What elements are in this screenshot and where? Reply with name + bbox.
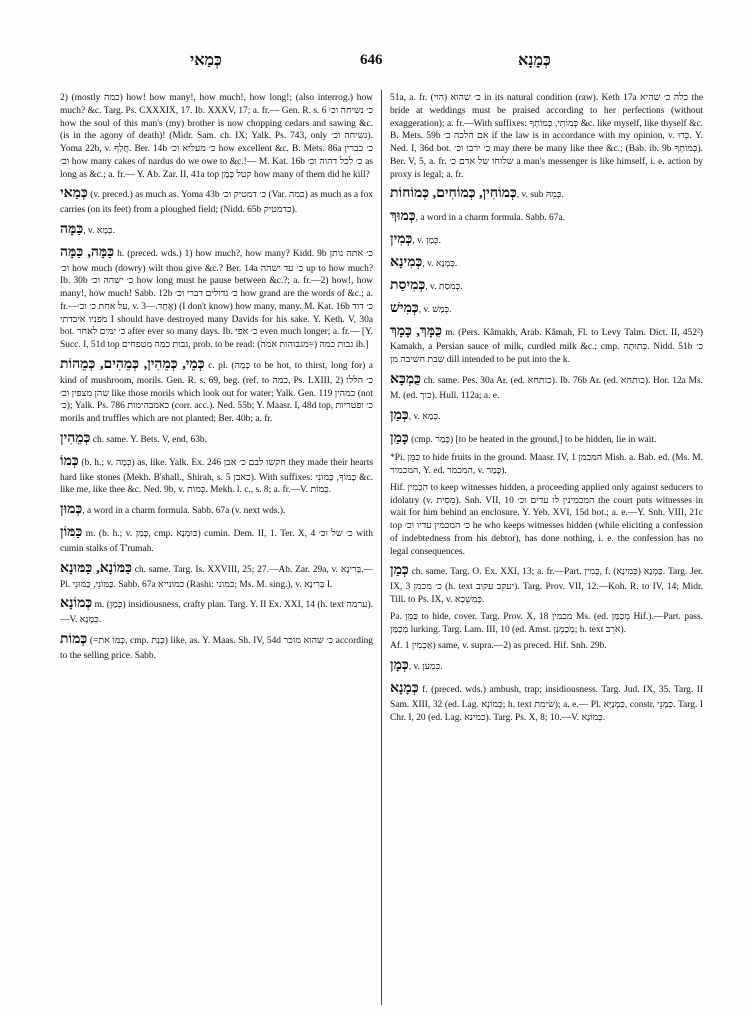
entry-text: (cmp. כְּמַר) [to be heated in the ground,] to be hidden, lie in wait. (411, 434, 657, 445)
entry-text: 2) (mostly כמה) how! how many!, how much!, how long!; (also interrog.) how much? &c. Targ. Ps. CXXXIX, 17. Ib. XXXV, 17; a. fr.— Gen. R. s. 6 כ׳ נשיחה וכ׳ how the soul of this man's (my) brother is now chopping cedars and sawing &c. (is in the agony of death)! (Midr. Sam. ch. IX; Yalk. Ps. 743, only נשיחה וכ׳). Yoma 22b, v. חֲלַף. Ber. 14b כ׳ מעליא וכ׳ how excellent &c. B. Mets. 86a כ׳ כברין וכ׳ how many cakes of nardus do we owe to &c.!— M. Kat. 16b כ׳ לכל דהוה וכ׳ as long as &c.; a. fr.— Y. Ab. Zar. II, 41a top קטל כְּמָן how many of them did he kill? (60, 93, 373, 180)
dictionary-entry (60, 631, 373, 663)
dictionary-entry (390, 254, 703, 273)
entry-text: ch. same. Y. Bets. V, end, 63b. (92, 434, 208, 445)
dictionary-entry (390, 208, 703, 227)
dictionary-entry (390, 371, 703, 403)
column-divider (381, 90, 382, 1005)
entry-headword: כְּמוּן (60, 502, 83, 518)
entry-text: , a word in a charm formula. Sabb. 67a (v. next wds.). (82, 506, 286, 517)
left-column (60, 92, 373, 1002)
entry-headword: כְּמִין (390, 232, 413, 248)
dictionary-entry (60, 185, 373, 217)
entry-text: , v. כִּמְעֹן. (408, 662, 443, 673)
entry-text: , v. כְּמָא. (408, 411, 441, 422)
entry-headword: כְּמוֹ (60, 453, 79, 469)
entry-headword: כְּמוֹנָא (60, 596, 93, 612)
left-running-headword: כְּמַאי (190, 52, 222, 69)
dictionary-entry (60, 524, 373, 556)
entry-headword: כַּמָּה, כַּמָּה (60, 244, 115, 260)
page-header (0, 52, 750, 76)
entry-headword: כְּמוּךְ (390, 209, 416, 225)
dictionary-entry (60, 430, 373, 449)
entry-headword: כַּמּוֹנָא, כַּמּוּנָא (60, 560, 132, 576)
dictionary-entry (60, 356, 373, 426)
dictionary-entry (60, 595, 373, 627)
entry-text: m. (b. h.; v. כָּמַן, cmp. כּוּמְנָא) cumin. Dem. II, 1. Ter. X, 4 כ׳ של וכ׳ with cumin stalks of T'rumah. (60, 528, 373, 554)
entry-text: (v. preced.) as much as. Yoma 43b כ׳ דמטיק וכ׳ (Var. כמה) as much as a fox carries (on its feet) from a ploughed field; (Nidd. 65b כדמטיק). (60, 190, 373, 216)
dictionary-entry (390, 185, 703, 204)
dictionary-entry (390, 277, 703, 296)
entry-headword: כְּמוֹת (60, 631, 88, 647)
dictionary-entry (390, 611, 703, 637)
entry-text: , v. כְּמָא. (83, 225, 115, 236)
entry-headword: כְּמִישׁ (390, 300, 419, 316)
entry-headword: כְּמַן (390, 563, 409, 579)
entry-headword: כַּמּוֹן (60, 524, 83, 540)
entry-headword: כְּמַן (390, 407, 409, 423)
entry-text: ch. same. Pes. 30a Ar. (ed. כותחא). Ib. 76b Ar. (ed. כותחא). Hor. 12a Ms. M. (ed. כוך). Hull. 112a; a. e. (390, 375, 703, 401)
dictionary-entry (390, 452, 703, 478)
dictionary-entry (390, 657, 703, 676)
dictionary-entry (390, 562, 703, 606)
entry-headword: כְּמִינָא (390, 254, 423, 270)
dictionary-entry (60, 453, 373, 497)
dictionary-entry (390, 640, 703, 653)
entry-text: , v. sub כְּמֵהּ. (516, 190, 564, 201)
dictionary-entry (390, 92, 703, 181)
dictionary-entry (60, 221, 373, 240)
entry-text: , a word in a charm formula. Sabb. 67a. (415, 213, 565, 224)
entry-text: h. (preced. wds.) 1) how much?, how many? Kidd. 9b כ׳ אתה נותן וכ׳ how much (dowry) wilt thou give &c.? Ber. 14a כ׳ עד ישהה up to how much? Ib. 30b כ׳ ישהה וכ׳ how long must he pause between &c.?; a. fr.—2) how!, how many!, how much! Sabb. 12b כ׳ גדולים דברי וכ׳ how grand are the words of &c.; a. fr.—על אחת כ׳ וכ׳, v. אֶחָד.—3) (I don't know) how many, many. M. Kat. 16b כ׳ דוד מפניו איבדתי I should have destroyed many Davids for his sake. Y. Keth. V, 30a bot. כ׳ ימים לאחר after ever so many days. Ib. כ׳ אפי even much longer; a. fr.— [Y. Succ. I, 51d top גבות כמה מטפחים, prob. to be read: גבות כמה (=מגבוהות אמה) ib.] (60, 248, 373, 351)
dictionary-entry (60, 92, 373, 181)
dictionary-entry (60, 244, 373, 352)
entry-text: *Pi. כִּמֵּן to hide fruits in the ground. Maasr. IV, 1 המכמן Mish. a. Bab. ed. (Ms. M. המכמיר, Y. ed. המכמר, v. כָּמַר). (390, 453, 703, 477)
entry-headword: כְּמֵהִין (60, 430, 91, 446)
entry-headword: כָּמַן (390, 430, 409, 446)
dictionary-entry (60, 501, 373, 520)
entry-headword: כְּמֵי, כְּמֵהִין, כְּמֵהִים, כְּמֵהוֹת (60, 356, 205, 372)
dictionary-entry (60, 560, 373, 592)
dictionary-entry (390, 680, 703, 724)
dictionary-entry (390, 430, 703, 449)
entry-text: Hif. הִכְמִין to keep witnesses hidden, a proceeding applied only against seducers to idolatry (v. מֵסִית). Snh. VII, 10 המכמינין לו עדים וכ׳ the court puts witnesses in wait for him behind an enclosure. Y. Yeb. XVI, 15d bot.; a. e.—Y. Snh. VIII, 21c top כ׳ המכמין עדיו וכ׳ he who keeps witnesses hidden (while eliciting a confession of indebtedness from his debtor), has done nothing, i. e. the confession has no legal consequences. (390, 482, 703, 557)
entry-text: m. (כְּמַן) insidiousness, crafty plan. Targ. Y. II Ex. XXI, 14 (h. text ערמה).—V. כְּמָנָא. (60, 600, 373, 626)
page-number: 646 (360, 52, 383, 68)
entry-headword: כְּמַאי (60, 186, 88, 202)
entry-text: 51a, a. fr. כ׳ שהוא (הוי) in its natural condition (raw). Keth 17a כלה כ׳ שהיא the bride at weddings must be praised according to her perfections (without exaggeration); a. fr.—With suffixes: כְּמוֹתִי, כְּמוֹתְךָ &c. like myself, like thyself &c. B. Mets. 59b אם הלכה כ׳ if the law is in accordance with my opinion, v. כְּרוּ. Y. Ned. I, 36d bot. כ׳ ירבו וכ׳ may there be many like thee &c.; (Bab. ib. 9b כְּמוֹתְךָ). Ber. V, 5, a. fr. שלוחו של אדם כ׳ a man's messenger is like himself, i. e. action by proxy is legal; a. fr. (390, 93, 703, 180)
entry-text: , v. כְּמַן. (412, 236, 441, 247)
entry-headword: כְּמָנָא (390, 680, 419, 696)
entry-headword: כַּמָּה (60, 221, 84, 237)
dictionary-entry (390, 482, 703, 559)
entry-text: , v. כְּמָנָא. (422, 258, 458, 269)
entry-headword: כְּמִיסַת (390, 277, 426, 293)
entry-text: (b. h.; v. כְּמָה) as, like. Yalk. Ex. 246 חקשו לבם כ׳ אבן they made their hearts hard like stones (Mekh. B'shall., Shirah, s. 5 כאבן). With suffixes: כָּמוֹךָ, כָּמוֹנִי &c. like me, like thee &c. Ned. 9b, v. כְּמוֹת. Mekh. l. c., s. 8; a. fr.—V. כְּמוֹת. (60, 457, 373, 496)
entry-text: c. pl. (כְּמַה to be hot, to thirst, long for) a kind of mushroom, morils. Gen. R. s. 69, beg. (ref. to כמה, Ps. LXIII, 2) כ׳ הללו שהן מצפין וכ׳ like those morils which look out for water; Yalk. Gen. 119 כמהין (not כ׳); Yalk. Ps. 786 כאמבהימות (corr. acc.). Ned. 55b; Y. Maasr. I, 48d top, כ׳ ופטריות morils and truffles which are not planted; Ber. 40b; a. fr. (60, 360, 373, 425)
entry-text: (=כְּמוֹ את, cmp. כְּנַת) like, as. Y. Maas. Sh. IV, 54d כ׳ שהוא מוכר according to the selling price. Sabb. (60, 635, 373, 661)
entry-text: f. (preced. wds.) ambush, trap; insidiousness. Targ. Jud. IX, 35. Targ. II Sam. XIII, 32 (ed. Lag. כְּמוֹנָא; h. text שׂימת); a. e.— Pl. כְּמָנַיָּא, constr. כְּמָנֵי. Targ. I Chr. I, 20 (ed. Lag. כמינא). Targ. Ps. X, 8; 10.—V. כְּמוֹנָא. (390, 684, 703, 723)
entry-text: , v. כְּמַשׁ. (418, 304, 452, 315)
entry-headword: כֻּמָּךְ, כָּמָךְ (390, 323, 442, 339)
entry-text: Pa. כַּמֵּן to hide, cover. Targ. Prov. X, 18 מכמין Ms. (ed. מְכַמַּן Hif.).—Part. pass. מְכַמַּן lurking. Targ. Lam. III, 10 (ed. Amst. מְכַמְנַן; h. text אֹרֵב). (390, 611, 703, 635)
entry-text: ch. same. Targ. Is. XXVIII, 25; 27.—Ab. Zar. 29a, v. בְּרִינָא.— Pl. כַּמּוֹנֵי, כַּמּוּנֵי. Sabb. 67a כמונייא (Rashi: כמוני; Ms. M. sing.), v. בְּרִינָא I. (60, 564, 373, 590)
dictionary-entry (390, 231, 703, 250)
entry-text: Af. אַכְמִין 1) same, v. supra.—2) as preced. Hif. Snh. 29b. (390, 641, 607, 652)
entry-headword: כֻּמְכָּא (390, 371, 421, 387)
dictionary-entry (390, 323, 703, 367)
dictionary-entry (390, 300, 703, 319)
entry-text: ch. same. Targ. O. Ex. XXI, 13; a. fr.—Part. כָּמִין, f. כָּמְנָא (כְּמִינָא). Targ. Jer. IX, 3 כ׳ מכמן (h. text יעקב עקוב). Targ. Prov. VII, 12.—Koh. R. to IV, 14; Midr. Till. to Ps. IX, v. כְּמִשְׁכָא. (390, 567, 703, 606)
right-column (390, 92, 703, 1002)
dictionary-entry (390, 407, 703, 426)
entry-headword: כְּמוֹחִין, כְּמוֹחִים, כְּמוֹחוֹת (390, 186, 517, 202)
right-running-headword: כְּמָנָא (518, 52, 551, 69)
entry-text: m. (Pers. Kâmakh, Arab. Kâmah, Fl. to Levy Talm. Dict. II, 452²) Kamakh, a Persian sauce of milk, curdled milk &c.; cmp. כְּתוּתָה. Nidd. 51b כ׳ שבת חשיבה מן dill intended to be put into the k. (390, 327, 703, 366)
entry-headword: כְּמָן (390, 658, 409, 674)
entry-text: , v. כְּמִסַת. (425, 281, 463, 292)
